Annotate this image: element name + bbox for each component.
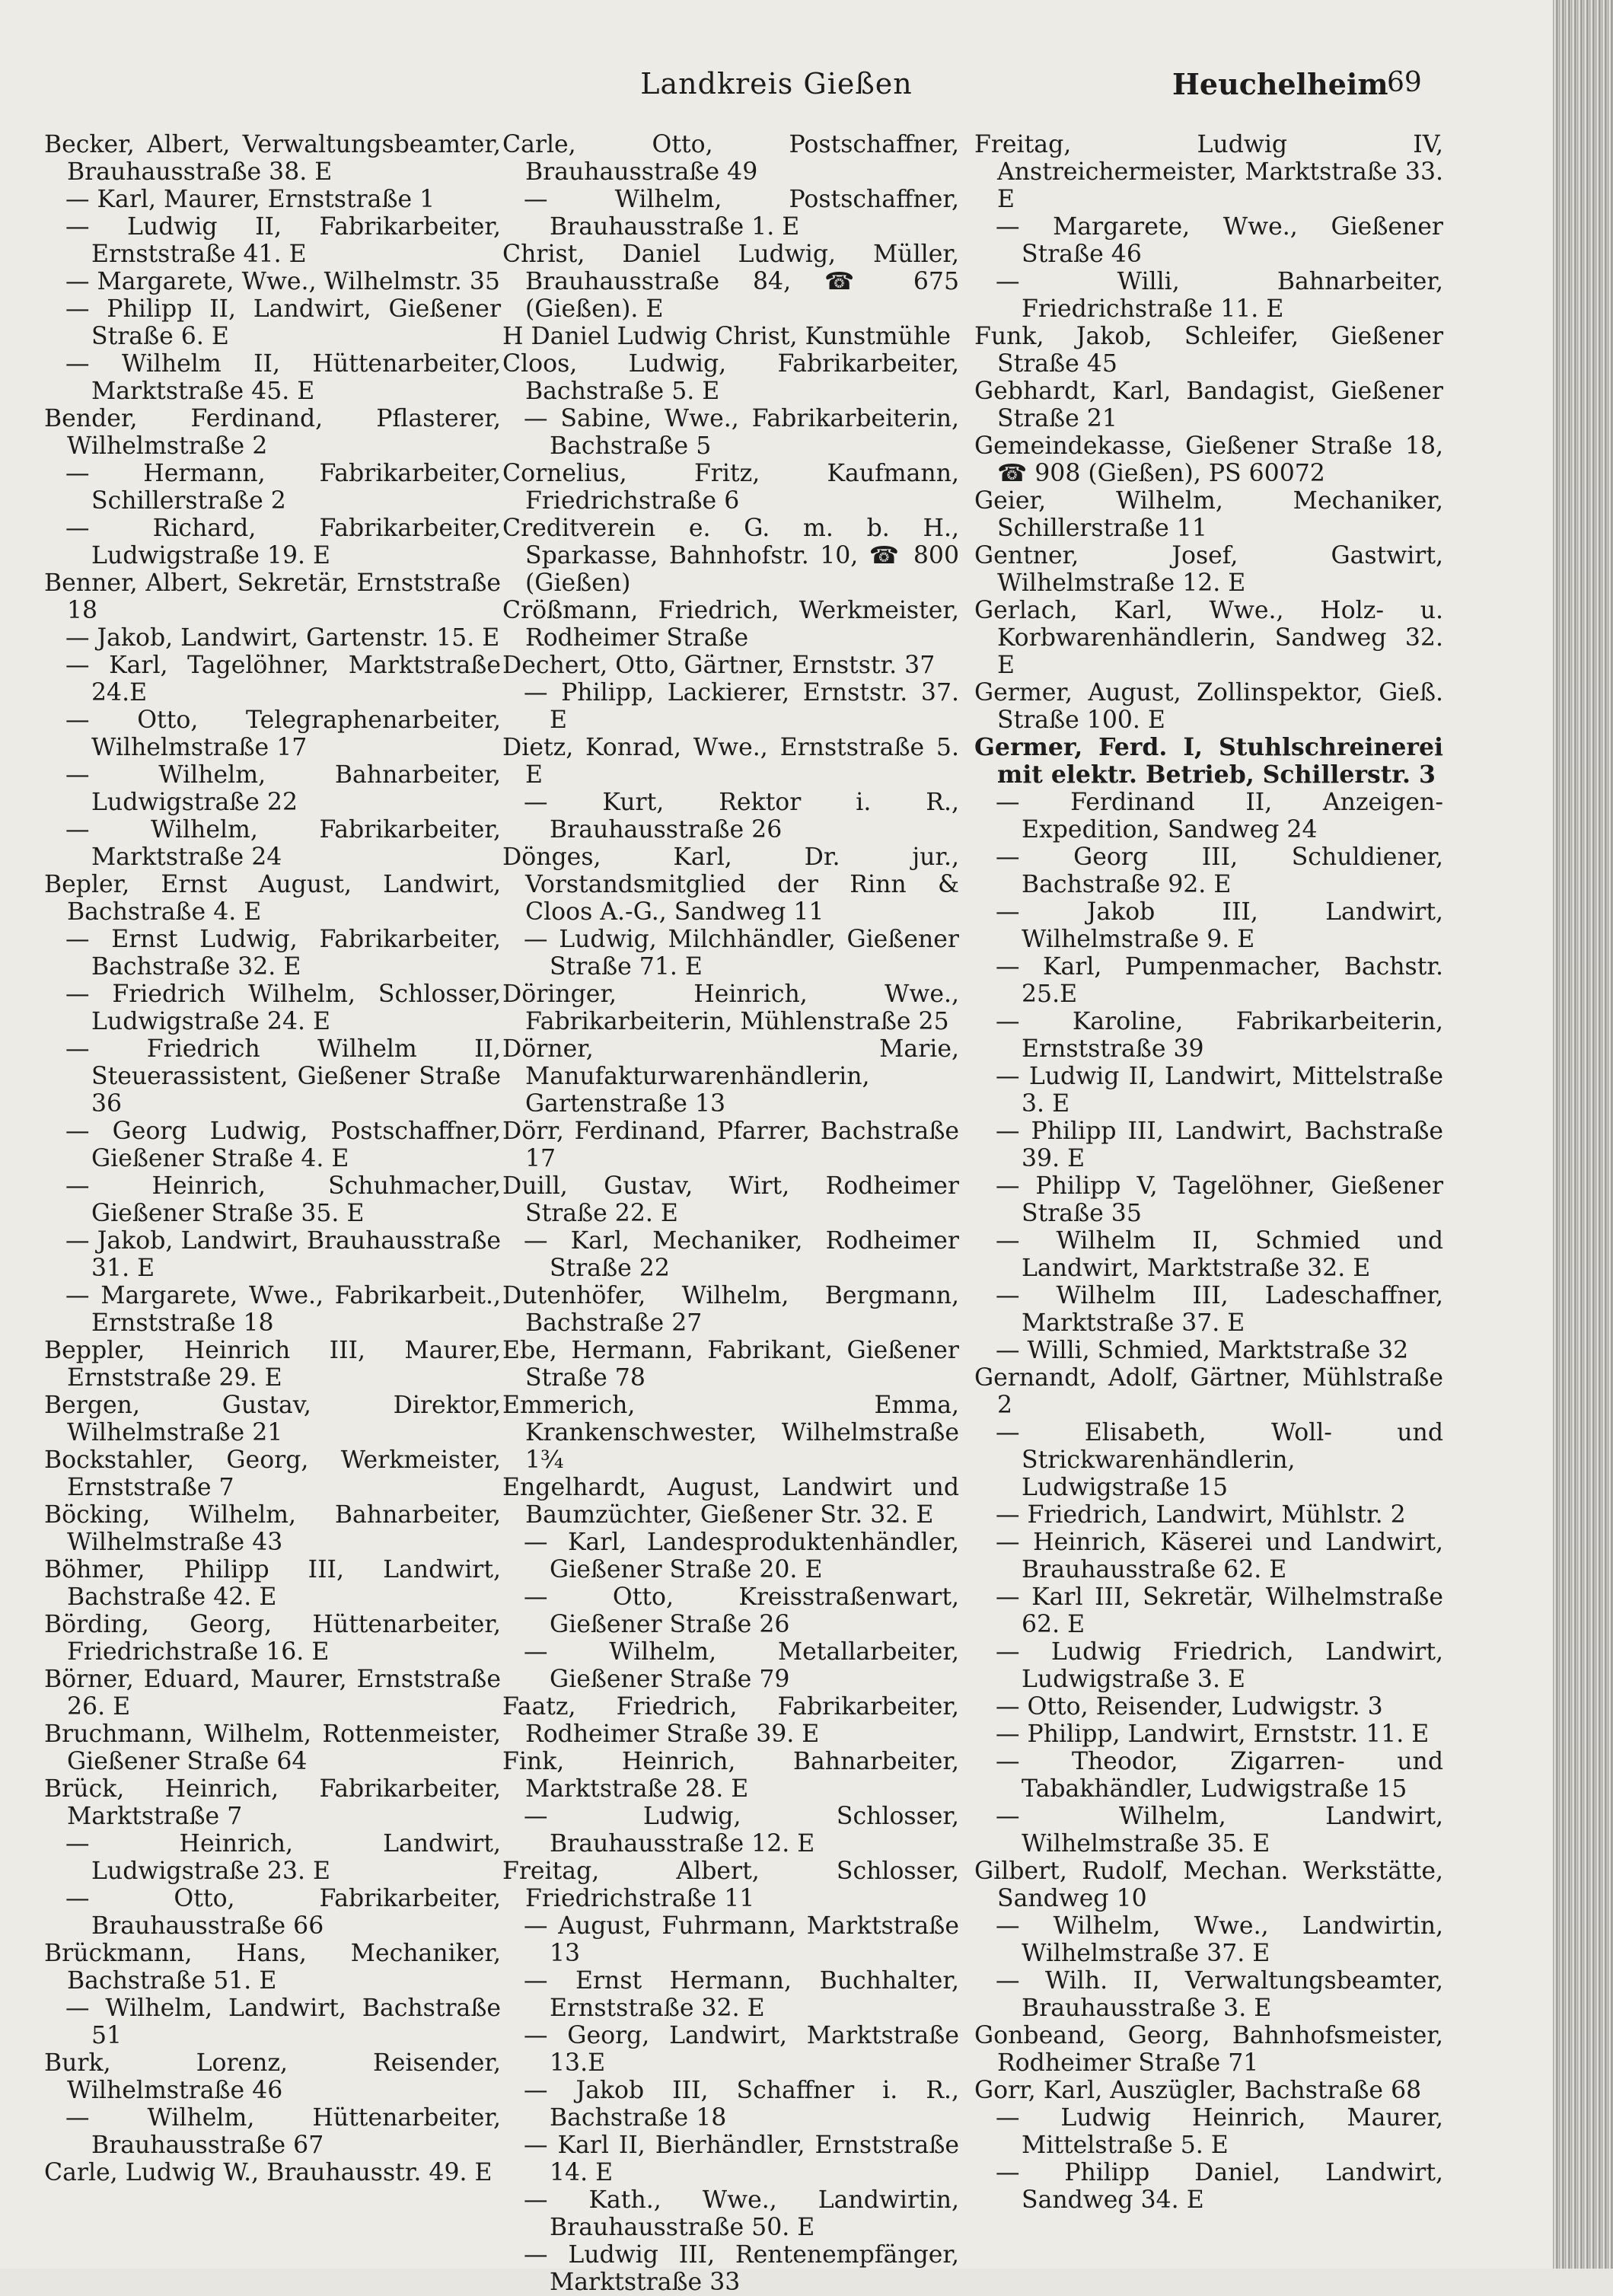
directory-entry: Fink, Heinrich, Bahnarbeiter, Marktstraße 28. E: [502, 1748, 959, 1803]
directory-entry: — Ludwig, Schlosser, Brauhausstraße 12. E: [524, 1803, 959, 1858]
directory-entry: — Heinrich, Schuhmacher, Gießener Straße 35. E: [65, 1172, 501, 1227]
directory-entry: — Georg, Landwirt, Marktstraße 13.E: [524, 2022, 959, 2077]
directory-entry: — Wilhelm II, Schmied und Landwirt, Marktstraße 32. E: [996, 1227, 1443, 1282]
directory-entry: — Theodor, Zigarren- und Tabakhändler, Ludwigstraße 15: [996, 1748, 1443, 1803]
directory-entry: — Philipp, Landwirt, Ernststr. 11. E: [996, 1720, 1430, 1748]
directory-entry: Dörr, Ferdinand, Pfarrer, Bachstraße 17: [502, 1118, 959, 1172]
directory-entry: Dutenhöfer, Wilhelm, Bergmann, Bachstraße 27: [502, 1282, 959, 1337]
directory-entry: Gemeindekasse, Gießener Straße 18, ☎ 908 (Gießen), PS 60072: [974, 432, 1443, 487]
column-middle: [502, 131, 959, 2296]
directory-entry: Bergen, Gustav, Direktor, Wilhelmstraße 21: [44, 1392, 501, 1446]
directory-entry: — Philipp II, Landwirt, Gießener Straße 6. E: [65, 295, 501, 350]
directory-entry: — Wilhelm, Wwe., Landwirtin, Wilhelmstraße 37. E: [996, 1912, 1443, 1967]
directory-entry: — Heinrich, Käserei und Landwirt, Brauhausstraße 62. E: [996, 1529, 1443, 1583]
directory-entry: Bepler, Ernst August, Landwirt, Bachstraße 4. E: [44, 871, 501, 926]
directory-entry: Freitag, Albert, Schlosser, Friedrichstraße 11: [502, 1858, 959, 1912]
directory-entry: — Friedrich, Landwirt, Mühlstr. 2: [996, 1501, 1406, 1529]
directory-entry: — Georg III, Schuldiener, Bachstraße 92. E: [996, 843, 1443, 898]
directory-entry: — Ernst Hermann, Buchhalter, Ernststraße 32. E: [524, 1967, 959, 2022]
directory-entry: — Wilh. II, Verwaltungsbeamter, Brauhausstraße 3. E: [996, 1967, 1443, 2022]
directory-entry: Burk, Lorenz, Reisender, Wilhelmstraße 46: [44, 2049, 501, 2104]
directory-entry: Dietz, Konrad, Wwe., Ernststraße 5. E: [502, 734, 959, 789]
directory-entry: — Karl, Tagelöhner, Marktstraße 24.E: [65, 652, 501, 706]
directory-entry: Geier, Wilhelm, Mechaniker, Schillerstraße 11: [974, 487, 1443, 542]
directory-entry: — Karl III, Sekretär, Wilhelmstraße 62. E: [996, 1583, 1443, 1638]
directory-entry: Becker, Albert, Verwaltungsbeamter, Brauhausstraße 38. E: [44, 131, 501, 186]
directory-entry: — Ludwig III, Rentenempfänger, Marktstraße 33: [524, 2241, 959, 2296]
directory-entry: — Wilhelm, Hüttenarbeiter, Brauhausstraße 67: [65, 2104, 501, 2159]
directory-entry: Döringer, Heinrich, Wwe., Fabrikarbeiterin, Mühlenstraße 25: [502, 981, 959, 1035]
directory-entry: — Wilhelm II, Hüttenarbeiter, Marktstraße 45. E: [65, 350, 501, 405]
directory-entry: Engelhardt, August, Landwirt und Baumzüchter, Gießener Str. 32. E: [502, 1474, 959, 1529]
directory-entry: Cloos, Ludwig, Fabrikarbeiter, Bachstraße 5. E: [502, 350, 959, 405]
directory-entry: — Otto, Kreisstraßenwart, Gießener Straße 26: [524, 1583, 959, 1638]
directory-entry: Börner, Eduard, Maurer, Ernststraße 26. E: [44, 1666, 501, 1720]
directory-entry: — Jakob III, Schaffner i. R., Bachstraße 18: [524, 2077, 959, 2132]
directory-entry: — Margarete, Wwe., Wilhelmstr. 35: [65, 268, 500, 295]
directory-entry: — Philipp V, Tagelöhner, Gießener Straße 35: [996, 1172, 1443, 1227]
directory-entry: Dechert, Otto, Gärtner, Ernststr. 37: [502, 652, 936, 679]
directory-entry: Bruchmann, Wilhelm, Rottenmeister, Gießener Straße 64: [44, 1720, 501, 1775]
directory-entry: — Karl, Mechaniker, Rodheimer Straße 22: [524, 1227, 959, 1282]
directory-entry: Funk, Jakob, Schleifer, Gießener Straße 45: [974, 323, 1443, 378]
directory-entry: — Philipp, Lackierer, Ernststr. 37. E: [524, 679, 959, 734]
directory-entry: Gerlach, Karl, Wwe., Holz- u. Korbwarenhändlerin, Sandweg 32. E: [974, 597, 1443, 679]
directory-entry: Ebe, Hermann, Fabrikant, Gießener Straße 78: [502, 1337, 959, 1392]
directory-entry: Germer, Ferd. I, Stuhlschreinerei mit elektr. Betrieb, Schillerstr. 3: [974, 733, 1443, 789]
directory-entry: Gentner, Josef, Gastwirt, Wilhelmstraße 12. E: [974, 542, 1443, 597]
directory-entry: Gebhardt, Karl, Bandagist, Gießener Straße 21: [974, 378, 1443, 432]
directory-entry: — Karl, Landesproduktenhändler, Gießener Straße 20. E: [524, 1529, 959, 1583]
column-right: [974, 131, 1443, 2255]
directory-entry: — Margarete, Wwe., Gießener Straße 46: [996, 213, 1443, 268]
directory-entry: — Wilhelm, Landwirt, Wilhelmstraße 35. E: [996, 1803, 1443, 1858]
directory-entry: — August, Fuhrmann, Marktstraße 13: [524, 1912, 959, 1967]
directory-entry: Crößmann, Friedrich, Werkmeister, Rodheimer Straße: [502, 597, 959, 652]
directory-entry: — Ludwig Heinrich, Maurer, Mittelstraße 5. E: [996, 2104, 1443, 2159]
directory-entry: Beppler, Heinrich III, Maurer, Ernststraße 29. E: [44, 1337, 501, 1392]
directory-entry: — Wilhelm III, Ladeschaffner, Marktstraße 37. E: [996, 1282, 1443, 1337]
directory-entry: — Willi, Schmied, Marktstraße 32: [996, 1337, 1409, 1364]
directory-entry: — Otto, Reisender, Ludwigstr. 3: [996, 1693, 1383, 1720]
directory-entry: — Philipp III, Landwirt, Bachstraße 39. E: [996, 1118, 1443, 1172]
page-header: [0, 67, 1553, 113]
directory-entry: — Ferdinand II, Anzeigen-Expedition, Sandweg 24: [996, 789, 1443, 843]
directory-entry: — Ludwig II, Landwirt, Mittelstraße 3. E: [996, 1063, 1443, 1118]
directory-entry: Benner, Albert, Sekretär, Ernststraße 18: [44, 569, 501, 624]
directory-entry: Dönges, Karl, Dr. jur., Vorstandsmitglied der Rinn & Cloos A.-G., Sandweg 11: [502, 843, 959, 926]
directory-entry: — Wilhelm, Postschaffner, Brauhausstraße 1. E: [524, 186, 959, 241]
directory-entry: — Jakob III, Landwirt, Wilhelmstraße 9. E: [996, 898, 1443, 953]
directory-entry: Brück, Heinrich, Fabrikarbeiter, Marktstraße 7: [44, 1775, 501, 1830]
place-heading: Heuchelheim: [1172, 67, 1388, 101]
directory-entry: Bockstahler, Georg, Werkmeister, Ernststraße 7: [44, 1446, 501, 1501]
page-number: 69: [1387, 67, 1422, 98]
directory-entry: — Friedrich Wilhelm, Schlosser, Ludwigstraße 24. E: [65, 981, 501, 1035]
directory-entry: Gonbeand, Georg, Bahnhofsmeister, Rodheimer Straße 71: [974, 2022, 1443, 2077]
directory-entry: Gorr, Karl, Auszügler, Bachstraße 68: [974, 2077, 1422, 2104]
directory-entry: — Ludwig II, Fabrikarbeiter, Ernststraße 41. E: [65, 213, 501, 268]
directory-entry: — Hermann, Fabrikarbeiter, Schillerstraße 2: [65, 460, 501, 515]
directory-entry: Böcking, Wilhelm, Bahnarbeiter, Wilhelmstraße 43: [44, 1501, 501, 1556]
directory-entry: — Wilhelm, Bahnarbeiter, Ludwigstraße 22: [65, 761, 501, 816]
directory-entry: Duill, Gustav, Wirt, Rodheimer Straße 22. E: [502, 1172, 959, 1227]
directory-entry: — Wilhelm, Fabrikarbeiter, Marktstraße 24: [65, 816, 501, 871]
directory-entry: — Friedrich Wilhelm II, Steuerassistent, Gießener Straße 36: [65, 1035, 501, 1118]
directory-entry: Böhmer, Philipp III, Landwirt, Bachstraße 42. E: [44, 1556, 501, 1611]
directory-entry: — Wilhelm, Landwirt, Bachstraße 51: [65, 1995, 501, 2049]
directory-entry: Carle, Otto, Postschaffner, Brauhausstraße 49: [502, 131, 959, 186]
directory-entry: — Jakob, Landwirt, Brauhausstraße 31. E: [65, 1227, 501, 1282]
directory-entry: — Willi, Bahnarbeiter, Friedrichstraße 11. E: [996, 268, 1443, 323]
directory-entry: — Georg Ludwig, Postschaffner, Gießener Straße 4. E: [65, 1118, 501, 1172]
directory-entry: Gilbert, Rudolf, Mechan. Werkstätte, Sandweg 10: [974, 1858, 1443, 1912]
directory-entry: — Margarete, Wwe., Fabrikarbeit., Ernststraße 18: [65, 1282, 501, 1337]
directory-entry: Carle, Ludwig W., Brauhausstr. 49. E: [44, 2159, 493, 2186]
directory-entry: — Heinrich, Landwirt, Ludwigstraße 23. E: [65, 1830, 501, 1885]
directory-entry: — Kath., Wwe., Landwirtin, Brauhausstraße 50. E: [524, 2186, 959, 2241]
directory-entry: Brückmann, Hans, Mechaniker, Bachstraße 51. E: [44, 1940, 501, 1995]
directory-entry: — Ernst Ludwig, Fabrikarbeiter, Bachstraße 32. E: [65, 926, 501, 981]
directory-entry: — Ludwig, Milchhändler, Gießener Straße 71. E: [524, 926, 959, 981]
book-page-edges: [1553, 0, 1613, 2269]
directory-entry: — Otto, Fabrikarbeiter, Brauhausstraße 66: [65, 1885, 501, 1940]
directory-entry: Bender, Ferdinand, Pflasterer, Wilhelmstraße 2: [44, 405, 501, 460]
directory-entry: — Richard, Fabrikarbeiter, Ludwigstraße 19. E: [65, 515, 501, 569]
directory-entry: Cornelius, Fritz, Kaufmann, Friedrichstraße 6: [502, 460, 959, 515]
directory-entry: Christ, Daniel Ludwig, Müller, Brauhausstraße 84, ☎ 675 (Gießen). E: [502, 241, 959, 323]
directory-entry: Börding, Georg, Hüttenarbeiter, Friedrichstraße 16. E: [44, 1611, 501, 1666]
directory-entry: — Ludwig Friedrich, Landwirt, Ludwigstraße 3. E: [996, 1638, 1443, 1693]
directory-entry: — Wilhelm, Metallarbeiter, Gießener Straße 79: [524, 1638, 959, 1693]
directory-entry: — Karoline, Fabrikarbeiterin, Ernststraße 39: [996, 1008, 1443, 1063]
directory-entry: — Karl II, Bierhändler, Ernststraße 14. E: [524, 2132, 959, 2186]
directory-entry: — Elisabeth, Woll- und Strickwarenhändlerin, Ludwigstraße 15: [996, 1419, 1443, 1501]
directory-entry: Germer, August, Zollinspektor, Gieß. Straße 100. E: [974, 679, 1443, 734]
directory-entry: — Sabine, Wwe., Fabrikarbeiterin, Bachstraße 5: [524, 405, 959, 460]
directory-entry: H Daniel Ludwig Christ, Kunstmühle: [502, 323, 951, 350]
directory-entry: Faatz, Friedrich, Fabrikarbeiter, Rodheimer Straße 39. E: [502, 1693, 959, 1748]
column-left: [44, 131, 501, 2255]
directory-entry: — Karl, Maurer, Ernststraße 1: [65, 186, 435, 213]
directory-entry: — Otto, Telegraphenarbeiter, Wilhelmstraße 17: [65, 706, 501, 761]
directory-entry: Emmerich, Emma, Krankenschwester, Wilhelmstraße 1¾: [502, 1392, 959, 1474]
directory-entry: Freitag, Ludwig IV, Anstreichermeister, Marktstraße 33. E: [974, 131, 1443, 213]
directory-entry: Creditverein e. G. m. b. H., Sparkasse, Bahnhofstr. 10, ☎ 800 (Gießen): [502, 515, 959, 597]
directory-entry: — Philipp Daniel, Landwirt, Sandweg 34. E: [996, 2159, 1443, 2214]
directory-entry: Gernandt, Adolf, Gärtner, Mühlstraße 2: [974, 1364, 1443, 1419]
directory-entry: Dörner, Marie, Manufakturwarenhändlerin, Gartenstraße 13: [502, 1035, 959, 1118]
directory-entry: — Kurt, Rektor i. R., Brauhausstraße 26: [524, 789, 959, 843]
directory-entry: — Karl, Pumpenmacher, Bachstr. 25.E: [996, 953, 1443, 1008]
page-title: Landkreis Gießen: [640, 67, 913, 100]
directory-entry: — Jakob, Landwirt, Gartenstr. 15. E: [65, 624, 500, 652]
